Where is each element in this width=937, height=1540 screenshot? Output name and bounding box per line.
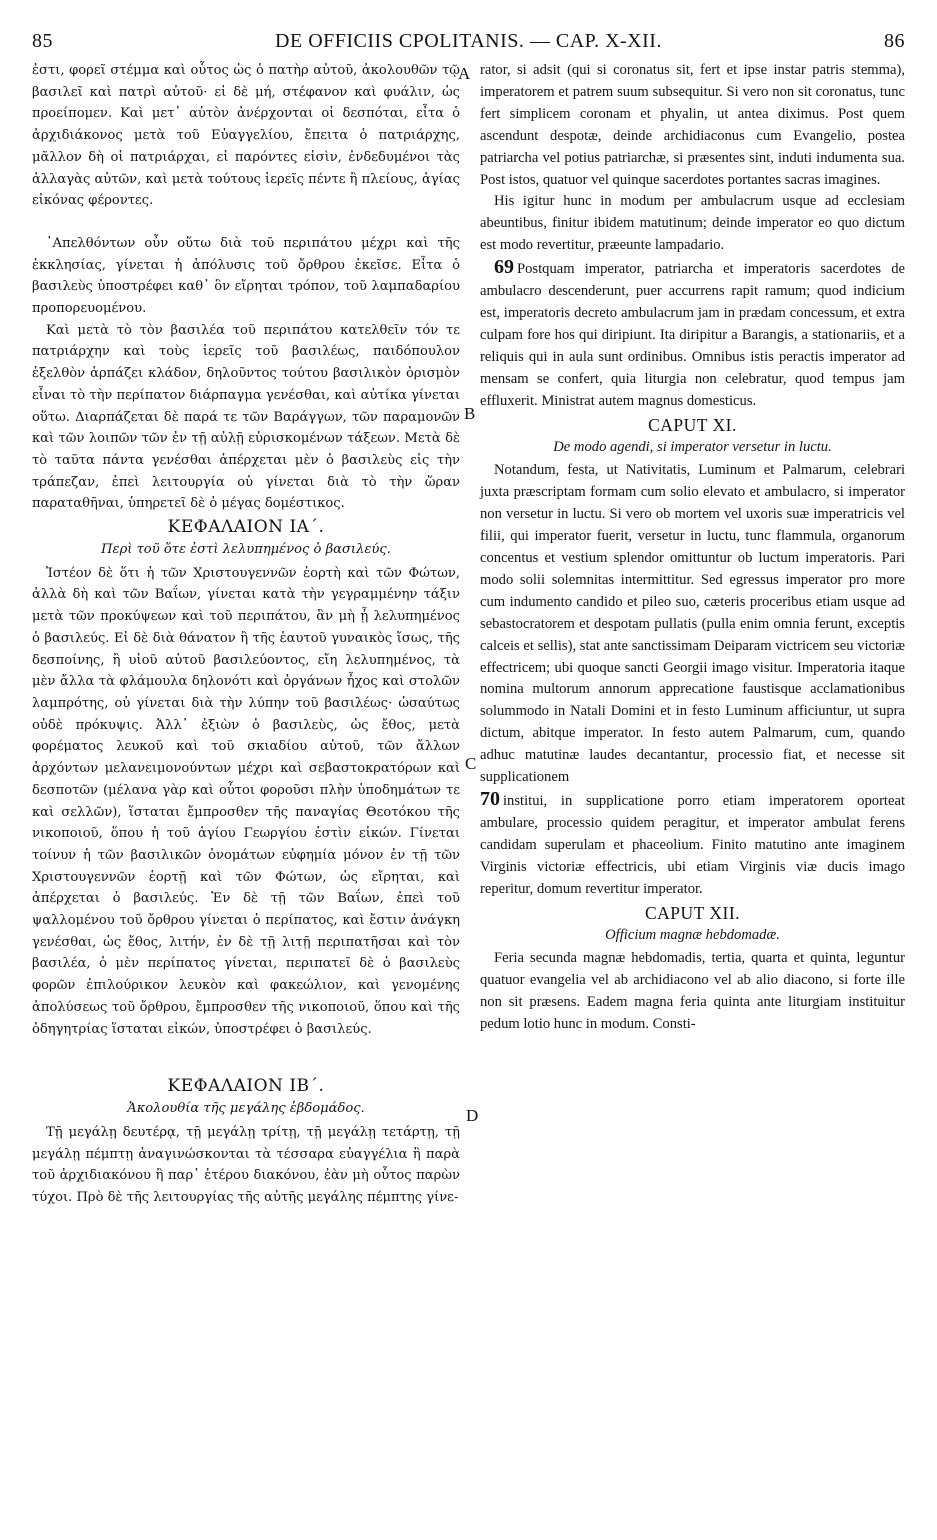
latin-paragraph: His igitur hunc in modum per ambulacrum usque ad ecclesiam abeuntibus, finitur ibidem matutinum; deinde imperator eo quo dictum est modo revertitur, præeunte lampadario. [480,193,905,254]
latin-column [480,60,905,1036]
margin-mark-b: B [464,404,476,423]
greek-chapter-heading: ΚΕΦΑΛΑΙΟΝ ΙΒ΄. [167,1076,325,1097]
latin-paragraph [480,789,905,901]
latin-paragraph: rator, si adsit (qui si coronatus sit, fert et ipse instar patris stemma), imperatorem et patrem suum subsequitur. Si vero non sit coronatus, tunc fert simplicem coronam et phyalin, ut antea diximus. Post quem ascendunt despotæ, deinde archidiaconus cum Evangelio, postea patriarcha vel potius patriarchæ, si præsentes sint, induti indumenta sua. Post istos, quatuor vel quinque sacerdotes portantes sacras imagines. [480,62,905,188]
margin-mark-d: D [466,1106,479,1125]
greek-paragraph: Καὶ μετὰ τὸ τὸν βασιλέα τοῦ περιπάτου κατελθεῖν τόν τε πατριάρχην καὶ τοὺς ἱερεῖς τοῦ βασιλέως, παιδόπουλον ἐξελθὸν ἁρπάζει κλάδον, δηλοῦντος τούτου βασιλικὸν ὁρισμὸν εἶναι τὸ τὴν περίπατον διάρπαγμα γενέσθαι, καὶ αὐτίκα γίνεται οὕτω. Διαρπάζεται δὲ παρά τε τῶν Βαράγγων, τῶν παραμονῶν καὶ τῶν λοιπῶν τῶν ἐν τῇ αὐλῇ εὑρισκομένων τάξεων. Μετὰ δὲ τὸ ταῦτα πάντα γενέσθαι ἀπέρχεται μὲν ὁ βασιλεὺς εἰς τὴν τράπεζαν, ἐπεὶ λειτουργία οὐ γίνεται διὰ τὸ τὴν ὥραν παραταθῆναι, ὑπηρετεῖ δὲ ὁ μέγας δομέστικος. [32,322,460,512]
greek-chapter-subtitle: Ἀκολουθία τῆς μεγάλης ἑβδομάδος. [127,1101,365,1117]
greek-column [32,60,460,1209]
greek-chapter-subtitle: Περὶ τοῦ ὅτε ἐστὶ λελυπημένος ὁ βασιλεύς. [101,542,391,558]
margin-mark-c: C [465,754,477,773]
greek-paragraph: ἐστι, φορεῖ στέμμα καὶ οὗτος ὡς ὁ πατὴρ αὐτοῦ, ἀκολουθῶν τῷ βασιλεῖ καὶ πατρὶ αὐτοῦ· εἰ δὲ μή, στέφανον καὶ φυάλιν, ὡς προείπομεν. Καὶ μετ᾽ αὐτὸν ἀνέρχονται οἱ δεσπόται, εἶτα ὁ ἀρχιδιάκονος μετὰ τοῦ Εὐαγγελίου, ἔπειτα ὁ πατριάρχης, μᾶλλον δὴ οἱ πατριάρχαι, εἰ παρόντες εἰσὶν, ἐνδεδυμένοι τὰς ἀλλαγὰς αὐτῶν, καὶ μετὰ τούτους ἱερεῖς πέντε ἢ πλείους, ἁγίας εἰκόνας φέροντες. [32,63,460,209]
page-number-right: 86 [884,30,905,52]
section-number: 69 [494,256,514,279]
margin-mark-a: A [458,64,471,83]
latin-chapter-heading: CAPUT XII. [644,902,741,923]
latin-chapter-subtitle: De modo agendi, si imperator versetur in luctu. [553,438,832,455]
latin-paragraph: Notandum, festa, ut Nativitatis, Luminum et Palmarum, celebrari juxta præscriptam formam cum solio elevato et ambulacro, si imperator non versetur in luctu. Si vero ob mortem vel uxoris suæ imperatricis vel filii, qui imperator fuerit, versetur in luctu, tunc flammula, organorum concentus et vestium splendor omittuntur ob luctum imperatoris. Pari modo solii solemnitas intermittitur. Sed egressus imperator pro more cum indumento candido et pileo suo, cæteris proceribus etiam usque ad sebastocratorem et despotam pullatis (pulla enim omnia ferunt, exceptis calceis et sellis), stat ante sanctissimam Deiparam victricem seu victoriæ effectricem; ubi quoque sancti Georgii imago visitur. Imperatoria itaque nomina multorum annorum apprecatione faustisque acclamationibus solummodo in Natali Domini et in festo Luminum afficiuntur, ut supra dictum, abitque imperator. In festo autem Palmarum, cum, quando adhuc matutinæ laudes decantantur, processio fiat, et necesse sit supplicationem [480,462,905,786]
page-number-left: 85 [32,30,53,52]
latin-paragraph [480,257,905,412]
section-number: 70 [480,788,500,810]
greek-paragraph: Ἰστέον δὲ ὅτι ἡ τῶν Χριστουγεννῶν ἑορτὴ καὶ τῶν Φώτων, ἀλλὰ δὴ καὶ τῶν Βαΐων, γίνεται κατὰ τὴν γεγραμμένην τάξιν μετὰ τῶν προκύψεων καὶ τοῦ περιπάτου, ἂν μὴ ᾖ λελυπημένος ὁ βασιλεύς. Εἰ δὲ διὰ θάνατον ἢ τῆς ἑαυτοῦ γυναικὸς ἴσως, τῆς δεσποίνης, ἢ υἱοῦ αὐτοῦ βασιλεύοντος, εἴη λελυπημένος, τὰ μὲν ἄλλα τὰ φλάμουλα δηλονότι καὶ ὀργάνων ἦχος καὶ στολῶν λαμπρότης, οὐ γίνεται διὰ τὴν λύπην τοῦ βασιλέως· ὡσαύτως οὐδὲ πρόκυψις. Ἀλλ᾽ ἐξιὼν ὁ βασιλεὺς, ὡς ἔθος, μετὰ φορέματος λευκοῦ καὶ τοῦ σκιαδίου αὐτοῦ, τῶν ἄλλων ἀρχόντων μελανειμονούντων μέχρι καὶ σεβαστοκρατόρων καὶ δεσποτῶν (μέλανα γὰρ καὶ οὗτοι φοροῦσι πλὴν ὑποδημάτων τε καὶ σελλῶν), ἵσταται ἔμπροσθεν τῆς παναγίας Θεοτόκου τῆς νικοποιοῦ, ὅπου ἡ τοῦ ἁγίου Γεωργίου ἐστὶν εἰκών. Γίνεται τοίνυν ἡ τῶν βασιλικῶν ὀνομάτων εὐφημία μόνον ἐν τῇ τῶν Χριστουγεννῶν ἑορτῇ καὶ τῶν Φώτων, ὡς εἴρηται, καὶ ἀπέρχεται ὁ βασιλεύς. Ἐν δὲ τῇ τῶν Βαΐων, ἐπεὶ τοῦ ψαλλομένου τοῦ ὄρθρου γίνεται ὁ περίπατος, καὶ ἔστιν ἀνάγκη γενέσθαι, ὡς ἔθος, λιτήν, ἐν δὲ τῇ λιτῇ περιπατῆσαι καὶ τὸν βασιλέα, ὁ μὲν περίπατος γίνεται, περιπατεῖ δὲ ὁ βασιλεὺς φορῶν ἐπιλούρικον λευκὸν καὶ φακεώλιον, καὶ γενομένης ἀπολύσεως τοῦ ὄρθρου, ἔμπροσθεν τῆς νικοποιοῦ, ὅπου καὶ τῆς ὁδηγητρίας ἵσταται εἰκών, ὑποστρέφει ὁ βασιλεύς. [32,565,460,1037]
running-title: DE OFFICIIS CPOLITANIS. — CAP. X-XII. [275,30,662,52]
latin-chapter-heading: CAPUT XI. [648,414,737,435]
paragraph-text: institui, in supplicatione porro etiam imperatorem oporteat ambulare, processio quidem peragitur, et imperator ambulat ferens candidam superulam et phaceolium. Finito matutino ante imaginem Virginis victoriæ effectricis, ubi etiam Virginis viæ ducis imago reperitur, domum revertitur imperator. [480,793,905,897]
paragraph-text: Postquam imperator, patriarcha et imperatoris sacerdotes de ambulacro descenderunt, puer accurrens rapit ramum; quod indicium est, imperatoris decreto ambulacrum jam in prædam concessum, et extra culpam fore hos qui diripiunt. Ita diripitur a Barangis, a stationariis, et a reliquis qui in aula sunt ordinibus. Omnibus istis peractis imperator ad mensam se confert, quia liturgia non celebratur, quod tempus jam effluxerit. Ministrat autem magnus domesticus. [480,261,905,409]
running-head [32,30,905,60]
latin-paragraph: Feria secunda magnæ hebdomadis, tertia, quarta et quinta, leguntur quatuor evangelia vel ab archidiacono vel ab alio diacono, si forte ille non sit præsens. Eadem magna feria quinta ante liturgiam instituitur pedum lotio hunc in modum. Consti- [480,950,905,1033]
greek-paragraph: ᾽Απελθόντων οὖν οὕτω διὰ τοῦ περιπάτου μέχρι καὶ τῆς ἐκκλησίας, γίνεται ἡ ἀπόλυσις τοῦ ὄρθρου ἐκεῖσε. Εἶτα ὁ βασιλεὺς ὑποστρέφει καθ᾽ ὃν εἴρηται τρόπον, τοῦ λαμπαδαρίου προπορευομένου. [32,235,460,317]
greek-paragraph: Τῇ μεγάλῃ δευτέρᾳ, τῇ μεγάλῃ τρίτῃ, τῇ μεγάλῃ τετάρτῃ, τῇ μεγάλῃ πέμπτῃ ἀναγινώσκονται τὰ τέσσαρα εὐαγγέλια ἢ παρὰ τοῦ ἀρχιδιακόνου ἢ παρ᾽ ἑτέρου διακόνου, ἐὰν μὴ οὗτος παρὼν τύχοι. Πρὸ δὲ τῆς λειτουργίας τῆς αὐτῆς μεγάλης πέμπτης γίνε- [32,1124,460,1206]
greek-chapter-heading: ΚΕΦΑΛΑΙΟΝ ΙΑ΄. [167,517,325,538]
latin-chapter-subtitle: Officium magnæ hebdomadæ. [605,926,780,943]
